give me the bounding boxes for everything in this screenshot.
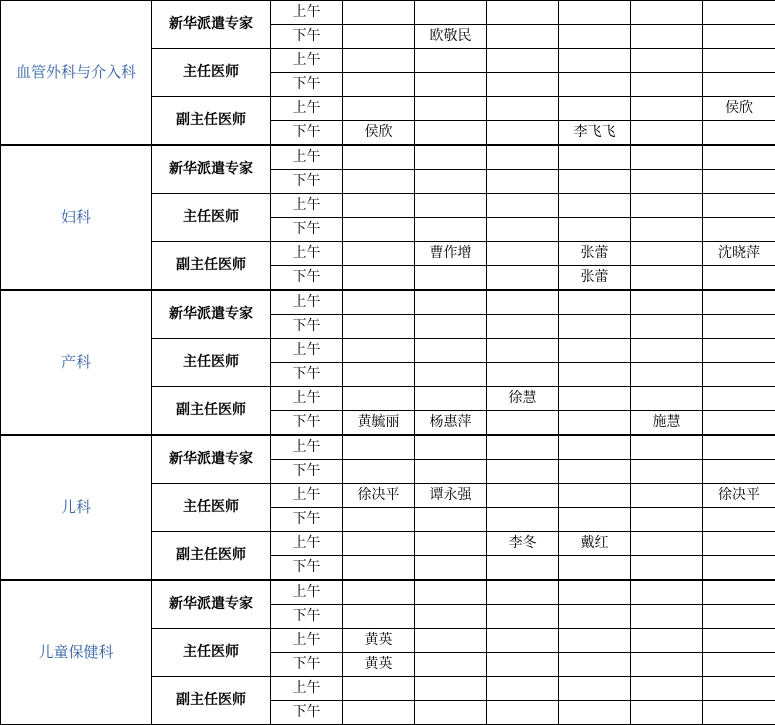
schedule-cell (415, 73, 487, 97)
schedule-cell (415, 629, 487, 653)
schedule-cell (559, 218, 631, 242)
schedule-cell (703, 266, 775, 291)
schedule-cell (703, 290, 775, 315)
time-period: 上午 (271, 290, 343, 315)
schedule-cell (703, 460, 775, 484)
schedule-cell (703, 194, 775, 218)
schedule-cell: 施慧 (631, 411, 703, 436)
schedule-row (1, 1, 775, 25)
schedule-cell (415, 121, 487, 146)
schedule-cell (487, 266, 559, 291)
schedule-cell (559, 315, 631, 339)
time-period: 下午 (271, 218, 343, 242)
time-period: 下午 (271, 315, 343, 339)
schedule-cell: 侯欣 (703, 97, 775, 121)
schedule-row (1, 435, 775, 460)
schedule-cell (703, 315, 775, 339)
schedule-cell (415, 580, 487, 605)
schedule-cell (487, 97, 559, 121)
doctor-title: 新华派遣专家 (152, 145, 271, 194)
schedule-row (1, 290, 775, 315)
schedule-cell (631, 97, 703, 121)
schedule-row (1, 145, 775, 170)
schedule-cell (703, 677, 775, 701)
schedule-cell (487, 653, 559, 677)
schedule-cell (703, 532, 775, 556)
schedule-cell (487, 363, 559, 387)
schedule-cell (559, 629, 631, 653)
schedule-cell (487, 73, 559, 97)
schedule-cell (703, 1, 775, 25)
schedule-cell (415, 339, 487, 363)
schedule-cell: 黄毓丽 (343, 411, 415, 436)
schedule-cell (703, 145, 775, 170)
schedule-cell (559, 25, 631, 49)
schedule-cell (559, 677, 631, 701)
time-period: 下午 (271, 508, 343, 532)
time-period: 下午 (271, 170, 343, 194)
schedule-cell (631, 266, 703, 291)
schedule-cell (631, 49, 703, 73)
schedule-cell: 黄英 (343, 653, 415, 677)
schedule-cell (343, 266, 415, 291)
doctor-title: 主任医师 (152, 49, 271, 97)
schedule-cell (559, 556, 631, 581)
schedule-cell (559, 97, 631, 121)
time-period: 上午 (271, 145, 343, 170)
schedule-cell (343, 435, 415, 460)
schedule-cell (343, 532, 415, 556)
time-period: 上午 (271, 194, 343, 218)
schedule-cell (415, 97, 487, 121)
schedule-cell (415, 435, 487, 460)
schedule-cell (631, 484, 703, 508)
schedule-cell (343, 363, 415, 387)
schedule-cell (631, 242, 703, 266)
schedule-cell (343, 73, 415, 97)
schedule-cell: 曹作增 (415, 242, 487, 266)
time-period: 上午 (271, 435, 343, 460)
time-period: 下午 (271, 556, 343, 581)
schedule-cell: 谭永强 (415, 484, 487, 508)
schedule-cell (487, 170, 559, 194)
schedule-cell (487, 242, 559, 266)
department-name: 血管外科与介入科 (1, 1, 152, 146)
schedule-cell (487, 49, 559, 73)
schedule-cell (631, 218, 703, 242)
schedule-cell (703, 25, 775, 49)
schedule-cell (559, 484, 631, 508)
schedule-cell (415, 266, 487, 291)
time-period: 上午 (271, 677, 343, 701)
schedule-cell (415, 170, 487, 194)
schedule-cell (559, 411, 631, 436)
schedule-cell (415, 315, 487, 339)
schedule-cell (415, 460, 487, 484)
schedule-cell (703, 653, 775, 677)
schedule-cell (487, 508, 559, 532)
schedule-cell (703, 170, 775, 194)
schedule-cell (631, 605, 703, 629)
schedule-cell (559, 605, 631, 629)
schedule-cell (559, 387, 631, 411)
schedule-cell (631, 532, 703, 556)
schedule-cell (487, 629, 559, 653)
schedule-cell (631, 508, 703, 532)
schedule-cell (559, 145, 631, 170)
schedule-cell (415, 194, 487, 218)
schedule-cell (487, 411, 559, 436)
schedule-cell (703, 363, 775, 387)
schedule-cell (631, 629, 703, 653)
schedule-cell (559, 508, 631, 532)
schedule-cell: 侯欣 (343, 121, 415, 146)
schedule-cell (559, 580, 631, 605)
schedule-cell: 戴红 (559, 532, 631, 556)
schedule-cell (559, 1, 631, 25)
schedule-cell (703, 605, 775, 629)
schedule-cell (487, 484, 559, 508)
schedule-cell (343, 25, 415, 49)
schedule-cell (703, 218, 775, 242)
time-period: 上午 (271, 242, 343, 266)
doctor-title: 新华派遣专家 (152, 580, 271, 629)
schedule-cell (415, 508, 487, 532)
schedule-cell (343, 605, 415, 629)
doctor-title: 新华派遣专家 (152, 1, 271, 49)
schedule-cell (487, 315, 559, 339)
time-period: 上午 (271, 97, 343, 121)
schedule-cell: 杨惠萍 (415, 411, 487, 436)
schedule-cell (343, 580, 415, 605)
schedule-cell (703, 73, 775, 97)
schedule-cell: 张蕾 (559, 242, 631, 266)
schedule-cell (415, 532, 487, 556)
schedule-cell (343, 218, 415, 242)
doctor-title: 新华派遣专家 (152, 290, 271, 339)
schedule-cell (703, 580, 775, 605)
schedule-cell (343, 315, 415, 339)
schedule-cell (631, 339, 703, 363)
schedule-cell (487, 121, 559, 146)
schedule-cell (415, 387, 487, 411)
doctor-title: 主任医师 (152, 629, 271, 677)
time-period: 上午 (271, 532, 343, 556)
time-period: 上午 (271, 580, 343, 605)
schedule-cell (631, 121, 703, 146)
time-period: 下午 (271, 411, 343, 436)
time-period: 上午 (271, 49, 343, 73)
schedule-cell (559, 290, 631, 315)
schedule-cell (631, 556, 703, 581)
schedule-cell (487, 605, 559, 629)
schedule-cell (703, 629, 775, 653)
schedule-body (1, 1, 775, 725)
schedule-cell (343, 556, 415, 581)
schedule-cell (631, 73, 703, 97)
schedule-cell (703, 435, 775, 460)
schedule-row (1, 580, 775, 605)
department-name: 儿童保健科 (1, 580, 152, 725)
schedule-cell (487, 580, 559, 605)
time-period: 下午 (271, 653, 343, 677)
schedule-cell: 徐决平 (343, 484, 415, 508)
schedule-cell (559, 73, 631, 97)
schedule-cell (343, 677, 415, 701)
schedule-cell (631, 145, 703, 170)
schedule-cell (415, 363, 487, 387)
time-period: 下午 (271, 605, 343, 629)
schedule-cell (487, 677, 559, 701)
schedule-cell (415, 653, 487, 677)
schedule-cell (343, 170, 415, 194)
schedule-cell (703, 556, 775, 581)
schedule-cell: 李冬 (487, 532, 559, 556)
department-name: 儿科 (1, 435, 152, 580)
schedule-cell (343, 460, 415, 484)
schedule-cell (631, 387, 703, 411)
schedule-cell (559, 339, 631, 363)
schedule-cell (631, 653, 703, 677)
time-period: 下午 (271, 25, 343, 49)
doctor-title: 主任医师 (152, 194, 271, 242)
schedule-cell (631, 435, 703, 460)
schedule-cell (559, 49, 631, 73)
schedule-cell (487, 145, 559, 170)
doctor-title: 新华派遣专家 (152, 435, 271, 484)
schedule-cell (559, 363, 631, 387)
schedule-cell (631, 460, 703, 484)
time-period: 下午 (271, 121, 343, 146)
schedule-cell: 徐慧 (487, 387, 559, 411)
schedule-cell: 李飞飞 (559, 121, 631, 146)
time-period: 上午 (271, 629, 343, 653)
schedule-cell (415, 1, 487, 25)
schedule-cell (343, 290, 415, 315)
schedule-cell (631, 290, 703, 315)
schedule-cell (631, 170, 703, 194)
schedule-cell (343, 145, 415, 170)
schedule-cell (343, 194, 415, 218)
schedule-cell (631, 677, 703, 701)
schedule-cell (415, 145, 487, 170)
time-period: 下午 (271, 73, 343, 97)
schedule-cell (487, 218, 559, 242)
schedule-cell (703, 508, 775, 532)
time-period: 下午 (271, 266, 343, 291)
doctor-title: 副主任医师 (152, 532, 271, 581)
schedule-cell (343, 97, 415, 121)
schedule-cell (343, 242, 415, 266)
schedule-cell: 张蕾 (559, 266, 631, 291)
schedule-cell (487, 435, 559, 460)
time-period: 上午 (271, 484, 343, 508)
schedule-cell (487, 194, 559, 218)
doctor-title: 副主任医师 (152, 387, 271, 436)
time-period: 下午 (271, 460, 343, 484)
time-period: 上午 (271, 339, 343, 363)
schedule-cell (487, 460, 559, 484)
doctor-title: 副主任医师 (152, 97, 271, 146)
schedule-cell (343, 49, 415, 73)
doctor-title: 副主任医师 (152, 242, 271, 291)
schedule-cell (487, 25, 559, 49)
schedule-cell (559, 435, 631, 460)
schedule-cell (703, 339, 775, 363)
schedule-cell (631, 580, 703, 605)
time-period: 下午 (271, 363, 343, 387)
schedule-cell (415, 556, 487, 581)
schedule-cell (631, 194, 703, 218)
schedule-cell (703, 49, 775, 73)
schedule-cell (343, 1, 415, 25)
schedule-cell (631, 315, 703, 339)
schedule-cell: 沈晓萍 (703, 242, 775, 266)
schedule-cell: 黄英 (343, 629, 415, 653)
doctor-title: 主任医师 (152, 339, 271, 387)
schedule-cell (487, 290, 559, 315)
schedule-cell (559, 170, 631, 194)
schedule-cell (631, 1, 703, 25)
schedule-cell (631, 363, 703, 387)
time-period: 下午 (271, 701, 343, 725)
schedule-cell (559, 194, 631, 218)
time-period: 上午 (271, 387, 343, 411)
schedule-cell (559, 460, 631, 484)
schedule-cell: 徐决平 (703, 484, 775, 508)
schedule-cell (343, 339, 415, 363)
schedule-cell (487, 556, 559, 581)
schedule-cell (415, 218, 487, 242)
schedule-cell: 欧敬民 (415, 25, 487, 49)
department-name: 妇科 (1, 145, 152, 290)
schedule-cell (703, 411, 775, 436)
schedule-cell (343, 387, 415, 411)
doctor-title: 副主任医师 (152, 677, 271, 725)
schedule-cell (631, 25, 703, 49)
schedule-cell (415, 49, 487, 73)
schedule-cell (415, 677, 487, 701)
schedule-cell (343, 508, 415, 532)
department-name: 产科 (1, 290, 152, 435)
schedule-cell (487, 1, 559, 25)
schedule-cell (703, 121, 775, 146)
schedule-cell (415, 605, 487, 629)
schedule-cell (415, 290, 487, 315)
time-period: 上午 (271, 1, 343, 25)
schedule-cell (559, 653, 631, 677)
schedule-cell (487, 339, 559, 363)
schedule-cell (703, 387, 775, 411)
doctor-title: 主任医师 (152, 484, 271, 532)
